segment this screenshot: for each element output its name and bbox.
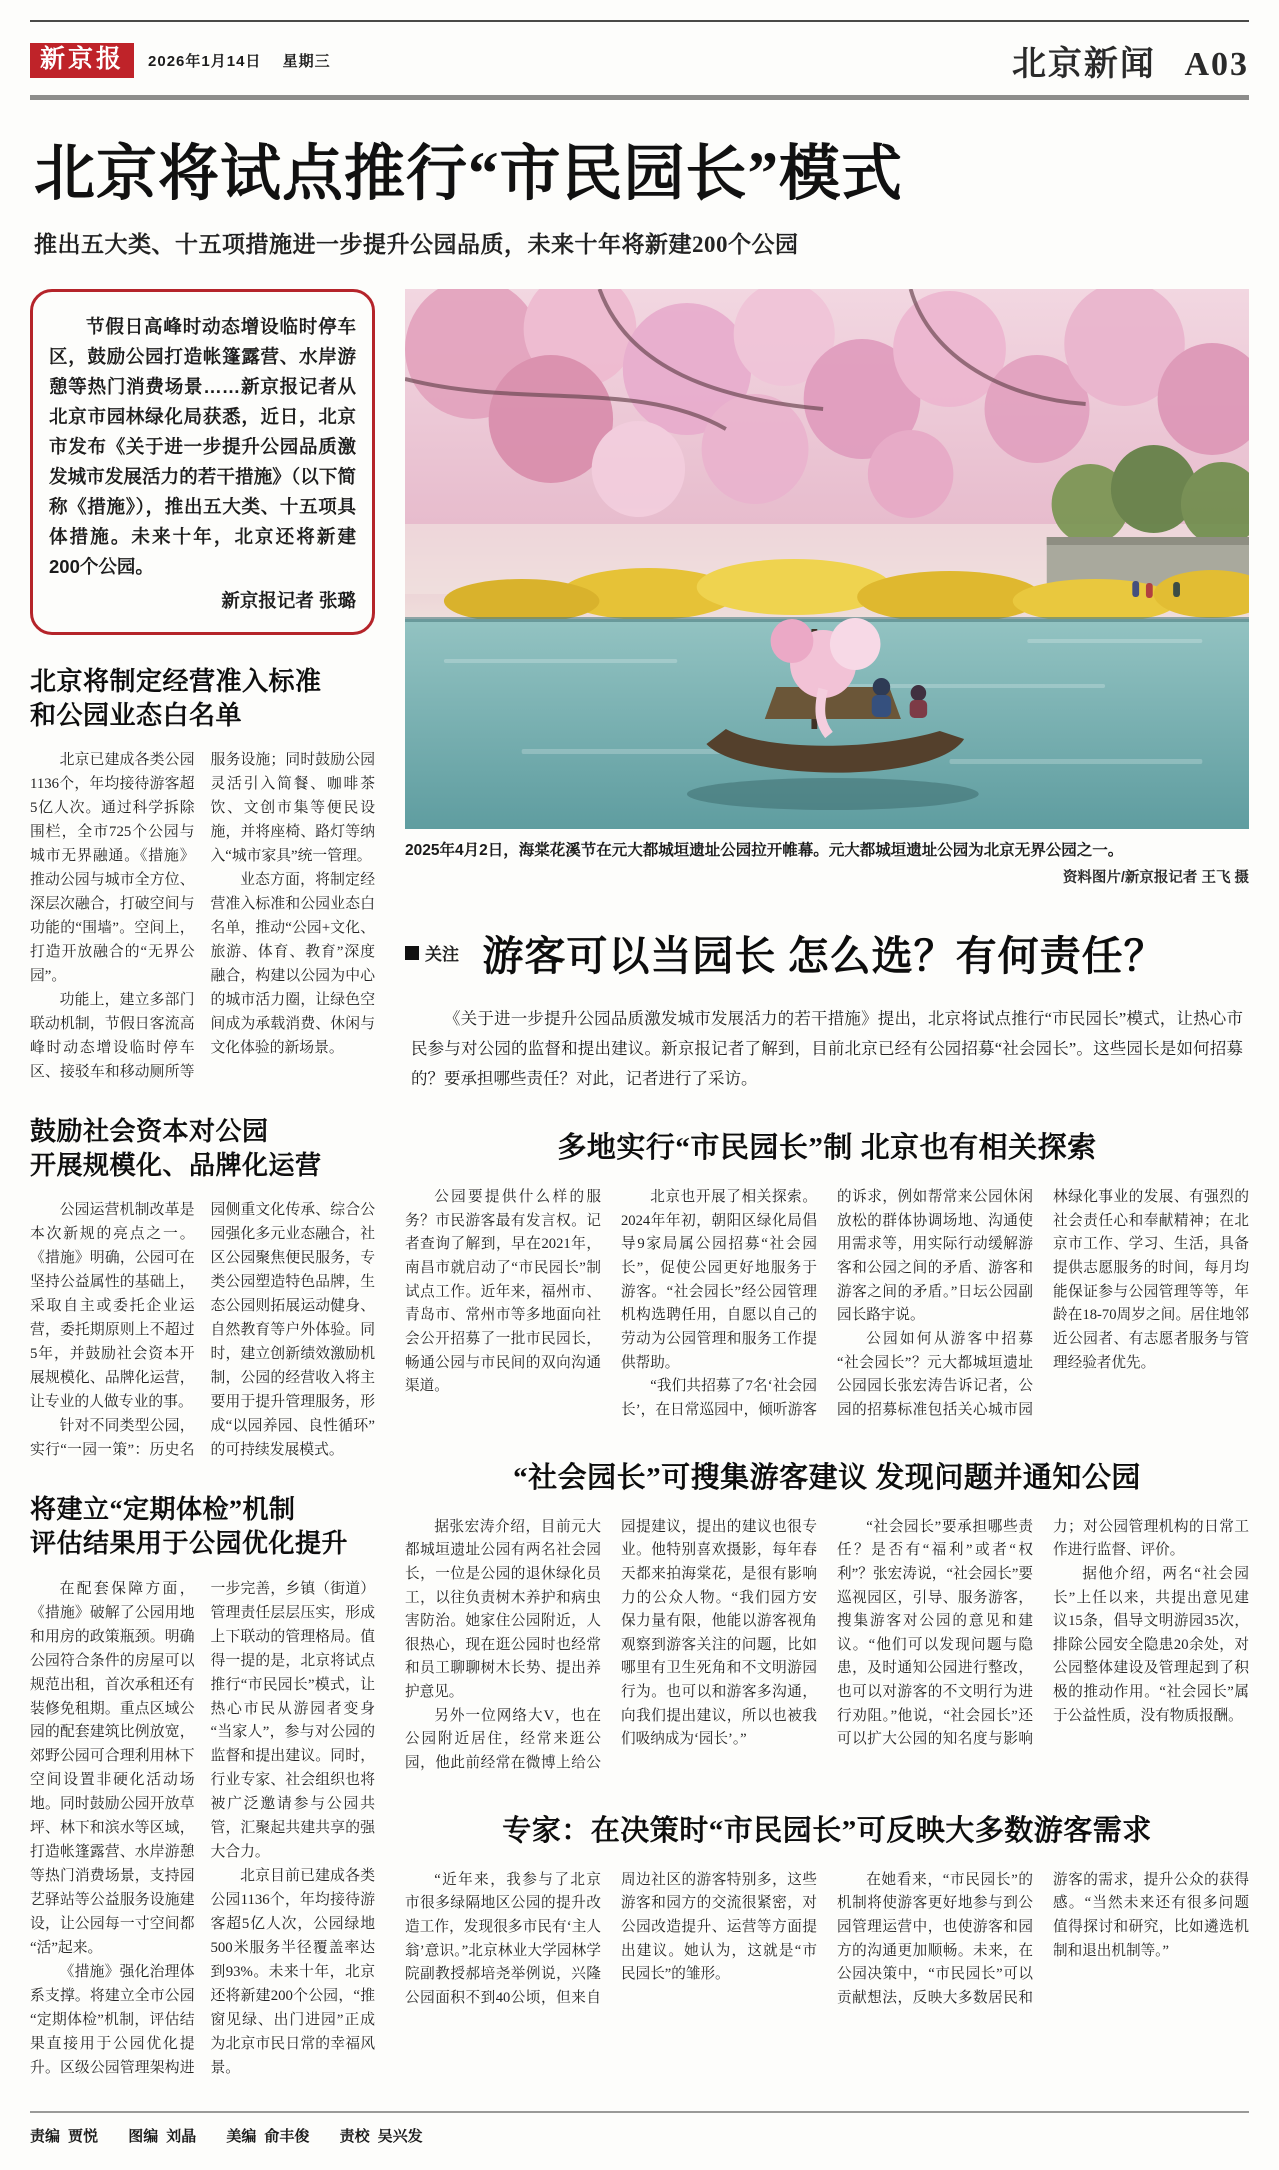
article-section-access-standards: [30, 665, 375, 1085]
left-column: [30, 289, 375, 2081]
section-body: [30, 749, 375, 1085]
paragraph: 北京已建成各类公园1136个，年均接待游客超5亿人次。通过科学拆除围栏，全市725个公园与城市无界融通。《措施》推动公园与城市全方位、深层次融合，打破空间与功能的“围墙”。空间上，打造开放融合的“无界公园”。: [30, 752, 195, 984]
lead-summary-box: [30, 289, 375, 635]
newspaper-logo: 新京报: [30, 43, 134, 79]
paragraph: 据张宏涛介绍，目前元大都城垣遗址公园有两名社会园长，一位是公园的退休绿化员工，以往负责树木养护和病虫害防治。她家住公园附近，人很热心，现在逛公园时也经常和员工聊聊树木长势、提出养护意见。: [405, 1518, 601, 1701]
section-headline: 将建立“定期体检”机制 评估结果用于公园优化提升: [30, 1495, 349, 1559]
paragraph: 《措施》强化治理体系支撑。将建立全市公园“定期体检”机制，评估结果直接用于公园优化提升。区级公园管理架构进一步完善，乡镇（街道）管理责任层层压实，形成上下联动的管理格局。值得一提的是，北京将试点推行“市民园长”模式，让热心市民从游园者变身“当家人”，参与对公园的监督和提出建议。同时，行业专家、社会组织也将被广泛邀请参与公园共管，汇聚起共建共享的强大合力。: [30, 1580, 375, 2077]
photo-illustration: [405, 289, 1249, 829]
main-headline: 北京将试点推行“市民园长”模式: [34, 141, 904, 208]
paragraph: 公园如何从游客中招募“社会园长”？元大都城垣遗址公园园长张宏涛告诉记者，公园的招募标准包括关心城市园林绿化事业的发展、有强烈的社会责任心和奉献精神；在北京市工作、学习、生活，具备提供志愿服务的时间，每月均能保证参与公园管理等等，年龄在18-70周岁之间。居住地邻近公园者、有志愿者服务与管理经验者优先。: [837, 1189, 1249, 1418]
article-section-health-check: [30, 1493, 375, 2081]
feature-headline: 游客可以当园长 怎么选？有何责任？: [482, 933, 1166, 980]
paragraph: 公园要提供什么样的服务？市民游客最有发言权。记者查询了解到，早在2021年，南昌市就启动了“市民园长”制试点工作。近年来，福州市、青岛市、常州市等多地面向社会公开招募了一批市民园长，畅通公园与市民间的双向沟通渠道。: [405, 1189, 601, 1395]
feature-intro: 《关于进一步提升公园品质激发城市发展活力的若干措施》提出，北京将试点推行“市民园长”模式，让热心市民参与对公园的监督和提出建议。新京报记者了解到，目前北京已经有公园招募“社会园长”。这些园长是如何招募的？要承担哪些责任？对此，记者进行了采访。: [411, 1009, 1243, 1088]
feature-header: [405, 923, 1249, 982]
feature-section-body: [405, 1186, 1249, 1422]
masthead-rule: [30, 95, 1249, 100]
feature-section-headline: 专家：在决策时“市民园长”可反映大多数游客需求: [502, 1814, 1152, 1847]
paragraph: 针对不同类型公园，实行“一园一策”：历史名园侧重文化传承、综合公园强化多元业态融合，社区公园聚焦便民服务，专类公园塑造特色品牌，生态公园则拓展运动健身、自然教育等户外体验。同时，建立创新绩效激励机制，公园的经营收入将主要用于提升管理服务，形成“以园养园、良性循环”的可持续发展模式。: [30, 1202, 375, 1459]
page-number: A03: [1184, 46, 1249, 83]
feature-section-responsibilities: [405, 1455, 1249, 1776]
paragraph: 在配套保障方面，《措施》破解了公园用地和用房的政策瓶颈。明确公园符合条件的房屋可以规范出租，首次承租还有装修免租期。重点区域公园的配套建筑比例放宽，郊野公园可合理利用林下空间设置非硬化活动场地。同时鼓励公园开放草坪、林下和滨水等区域，打造帐篷露营、水岸游憩等热门消费场景，支持园艺驿站等公益服务设施建设，让公园每一寸空间都“活”起来。: [30, 1580, 195, 1957]
photo-credit: 资料图片/新京报记者 王飞 摄: [1062, 870, 1249, 887]
section-body: [30, 1578, 375, 2081]
focus-tag-label: 关注: [425, 945, 459, 965]
section-page: [1012, 36, 1249, 85]
credit-item: 责校 吴兴发: [339, 2128, 423, 2145]
paragraph: 业态方面，将制定经营准入标准和公园业态白名单，推动“公园+文化、旅游、体育、教育”深度融合，构建以公园为中心的城市活力圈，让绿色空间成为承载消费、休闲与文化体验的新场景。: [210, 872, 375, 1056]
feature-section-exploration: [405, 1125, 1249, 1422]
feature-section-body: [405, 1516, 1249, 1776]
paragraph: 北京目前已建成各类公园1136个，年均接待游客超5亿人次，公园绿地500米服务半径覆盖率达到93%。未来十年，北京还将新建200个公园，“推窗见绿、出门进园”正成为北京市民日常的幸福风景。: [210, 1868, 375, 2077]
credit-item: 图编 刘晶: [128, 2128, 197, 2145]
weekday: 星期三: [282, 53, 331, 70]
paragraph: “近年来，我参与了北京市很多绿隔地区公园的提升改造工作，发现很多市民有‘主人翁’意识。”北京林业大学园林学院副教授郝培尧举例说，兴隆公园面积不到40公顷，但来自周边社区的游客特别多，这些游客和园方的交流很紧密，对公园改造提升、运营等方面提出建议。她认为，这就是“市民园长”的雏形。: [405, 1871, 817, 2006]
feature-section-headline: “社会园长”可搜集游客建议 发现问题并通知公园: [513, 1461, 1141, 1494]
right-column: [405, 289, 1249, 2081]
staff-credits: [30, 2125, 1249, 2146]
photo-caption: 2025年4月2日，海棠花溪节在元大都城垣遗址公园拉开帷幕。元大都城垣遗址公园为北京无界公园之一。: [405, 841, 1124, 859]
date-line: [148, 50, 331, 71]
reporter-byline: 新京报记者 张璐: [221, 589, 356, 611]
publish-date: 2026年1月14日: [148, 53, 262, 70]
paragraph: 功能上，建立多部门联动机制，节假日客流高峰时动态增设临时停车区、接驳车和移动厕所等服务设施；同时鼓励公园灵活引入简餐、咖啡茶饮、文创市集等便民设施，并将座椅、路灯等纳入“城市家具”统一管理。: [30, 752, 375, 1080]
masthead: [30, 36, 1249, 85]
paragraph: “社会园长”要承担哪些责任？是否有“福利”或者“权利”？张宏涛说，“社会园长”要巡视园区，引导、服务游客，搜集游客对公园的意见和建议。“他们可以发现问题与隐患，及时通知公园进行整改，也可以对游客的不文明行为进行劝阻。”他说，“社会园长”还可以扩大公园的知名度与影响力；对公园管理机构的日常工作进行监督、评价。: [837, 1518, 1249, 1748]
paragraph: 北京也开展了相关探索。2024年年初，朝阳区绿化局倡导9家局属公园招募“社会园长”，促使公园更好地服务于游客。“社会园长”经公园管理机构选聘任用，自愿以自己的劳动为公园管理和服务工作提供帮助。: [621, 1189, 817, 1371]
article-section-social-capital: [30, 1115, 375, 1463]
feature-section-expert-view: [405, 1808, 1249, 2011]
park-festival-photo: [405, 289, 1249, 829]
focus-square-icon: [405, 946, 419, 960]
summary-text: 节假日高峰时动态增设临时停车区，鼓励公园打造帐篷露营、水岸游憩等热门消费场景……新京报记者从北京市园林绿化局获悉，近日，北京市发布《关于进一步提升公园品质激发城市发展活力的若干措施》（以下简称《措施》），推出五大类、十五项具体措施。未来十年，北京还将新建200个公园。: [49, 315, 356, 577]
footer-rule: [30, 2111, 1249, 2113]
paragraph: “我们共招募了7名‘社会园长’，在日常巡园中，倾听游客的诉求，例如帮常来公园休闲放松的群体协调场地、沟通使用需求等，用实际行动缓解游客和公园之间的矛盾、游客和游客之间的矛盾。”日坛公园副园长路宇说。: [621, 1189, 1033, 1418]
lead-headline-block: [30, 142, 1249, 259]
focus-tag: [405, 940, 459, 965]
credit-item: 责编 贾悦: [30, 2128, 99, 2145]
page-footer: [30, 2111, 1249, 2146]
section-headline: 北京将制定经营准入标准 和公园业态白名单: [30, 666, 322, 730]
sub-headline: 推出五大类、十五项措施进一步提升公园品质，未来十年将新建200个公园: [34, 231, 799, 257]
paragraph: 据他介绍，两名“社会园长”上任以来，共提出意见建议15条，倡导文明游园35次，排除公园安全隐患20余处，对公园整体建设及管理起到了积极的推动作用。“社会园长”属于公益性质，没有物质报酬。: [1053, 1565, 1249, 1724]
feature-section-headline: 多地实行“市民园长”制 北京也有相关探索: [557, 1132, 1097, 1165]
top-rule: [30, 20, 1249, 22]
section-body: [30, 1199, 375, 1463]
credit-item: 美编 俞丰俊: [226, 2128, 310, 2145]
main-content: [30, 289, 1249, 2081]
section-headline: 鼓励社会资本对公园 开展规模化、品牌化运营: [30, 1116, 322, 1181]
paragraph: 另外一位网络大V，也在公园附近居住，经常来逛公园，他此前经常在微博上给公园提建议，提出的建议也很专业。他特别喜欢摄影，每年春天都来拍海棠花，是很有影响力的公众人物。“我们园方安保力量有限，他能以游客视角观察到游客关注的问题，比如哪里有卫生死角和不文明游园行为。也可以和游客多沟通，向我们提出建议，所以也被我们吸纳成为‘园长’。”: [405, 1518, 817, 1771]
section-name: 北京新闻: [1011, 46, 1156, 83]
feature-section-body: [405, 1869, 1249, 2011]
paragraph: 公园运营机制改革是本次新规的亮点之一。《措施》明确，公园可在坚持公益属性的基础上，采取自主或委托企业运营，委托期原则上不超过5年，并鼓励社会资本开展规模化、品牌化运营，让专业的人做专业的事。: [30, 1202, 195, 1411]
paragraph: 在她看来，“市民园长”的机制将使游客更好地参与到公园管理运营中，也使游客和园方的沟通更加顺畅。未来，在公园决策中，“市民园长”可以贡献想法，反映大多数居民和游客的需求，提升公众的获得感。“当然未来还有很多问题值得探讨和研究，比如遴选机制和退出机制等。”: [837, 1871, 1249, 2006]
